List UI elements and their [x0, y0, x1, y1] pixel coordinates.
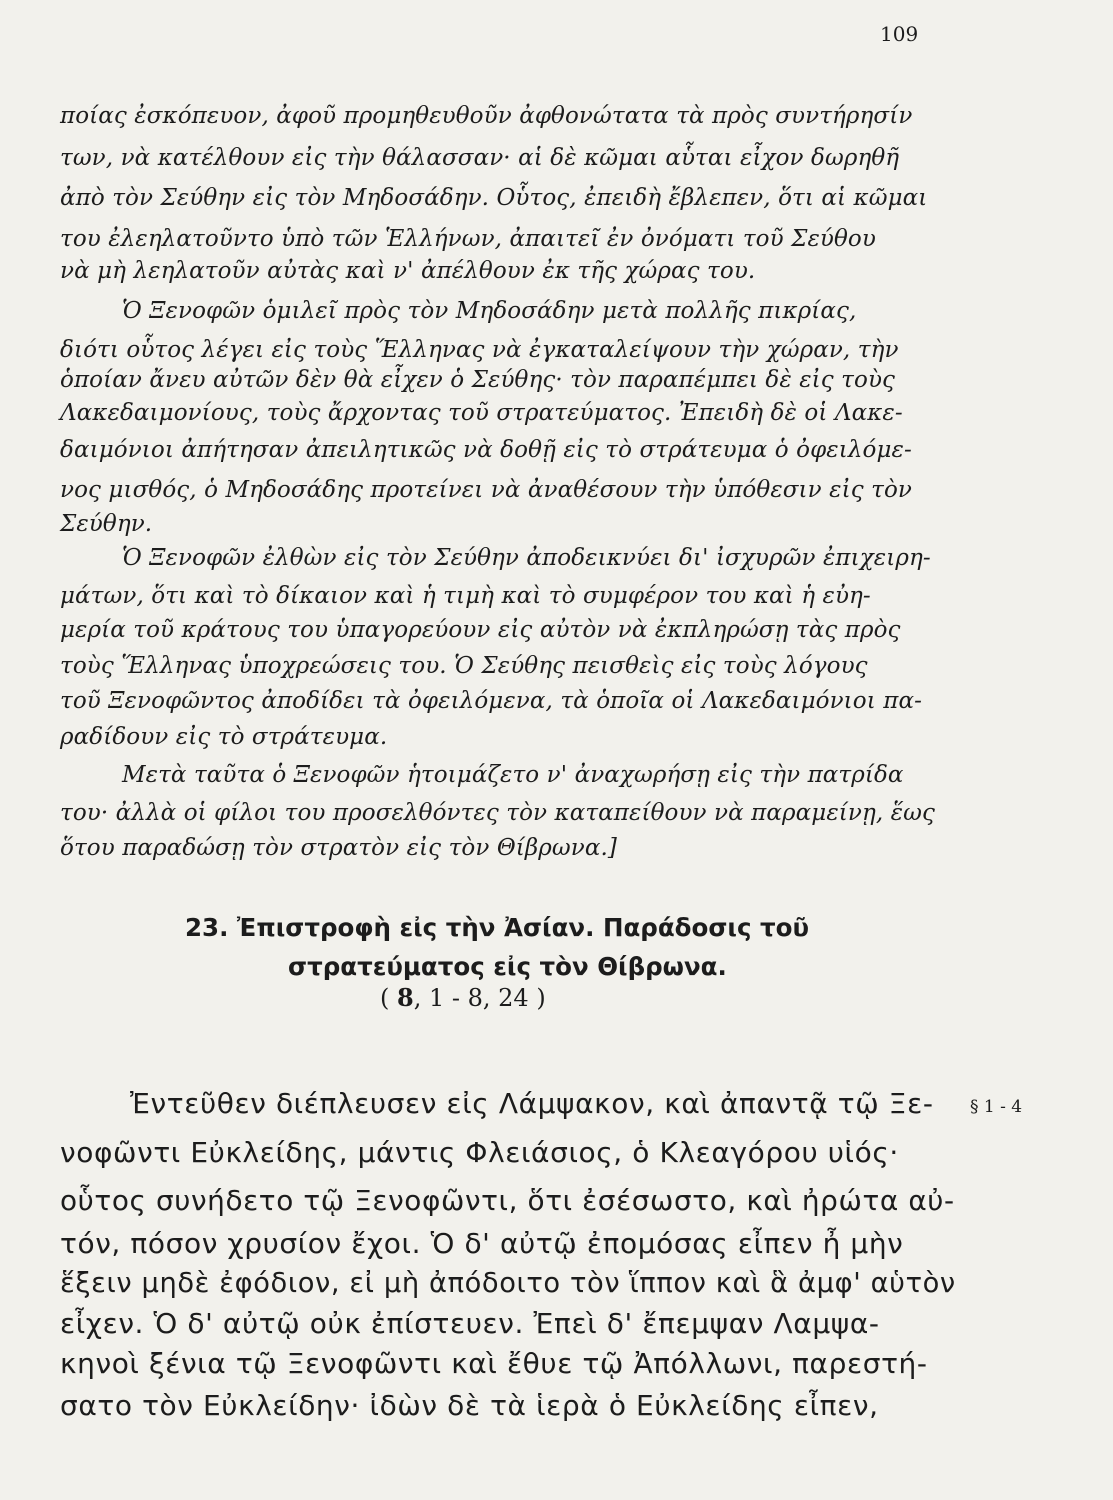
text-line: τόν, πόσον χρυσίον ἔχοι. Ὁ δ' αὐτῷ ἐπομόσας εἶπεν ἦ μὴν: [60, 1227, 904, 1260]
summary-line: μάτων, ὅτι καὶ τὸ δίκαιον καὶ ἡ τιμὴ καὶ τὸ συμφέρον του καὶ ἡ εὐη-: [60, 583, 871, 609]
text-line: νοφῶντι Εὐκλείδης, μάντις Φλειάσιος, ὁ Κλεαγόρου υἱός·: [60, 1136, 899, 1169]
summary-line: νὰ μὴ λεηλατοῦν αὐτὰς καὶ ν' ἀπέλθουν ἐκ τῆς χώρας του.: [60, 258, 756, 284]
summary-line: ὁποίαν ἄνευ αὐτῶν δὲν θὰ εἶχεν ὁ Σεύθης· τὸν παραπέμπει δὲ εἰς τοὺς: [60, 367, 896, 393]
summary-line: ἀπὸ τὸν Σεύθην εἰς τὸν Μηδοσάδην. Οὗτος, ἐπειδὴ ἔβλεπεν, ὅτι αἱ κῶμαι: [60, 185, 928, 211]
summary-line: δαιμόνιοι ἀπήτησαν ἀπειλητικῶς νὰ δοθῇ εἰς τὸ στράτευμα ὁ ὀφειλόμε-: [60, 437, 912, 463]
summary-line: ὅτου παραδώσῃ τὸν στρατὸν εἰς τὸν Θίβρωνα.]: [60, 835, 617, 861]
summary-line: τοῦ Ξενοφῶντος ἀποδίδει τὰ ὀφειλόμενα, τὰ ὁποῖα οἱ Λακεδαιμόνιοι πα-: [60, 688, 922, 714]
citation-book: 8: [397, 983, 414, 1012]
text-line: ἕξειν μηδὲ ἐφόδιον, εἰ μὴ ἀπόδοιτο τὸν ἵππον καὶ ἃ ἀμφ' αὑτὸν: [60, 1268, 956, 1299]
text-line: σατο τὸν Εὐκλείδην· ἰδὼν δὲ τὰ ἱερὰ ὁ Εὐκλείδης εἶπεν,: [60, 1389, 879, 1422]
summary-line: Λακεδαιμονίους, τοὺς ἄρχοντας τοῦ στρατεύματος. Ἐπειδὴ δὲ οἱ Λακε-: [60, 400, 903, 426]
text-line: εἶχεν. Ὁ δ' αὐτῷ οὐκ ἐπίστευεν. Ἐπεὶ δ' ἔπεμψαν Λαμψα-: [60, 1307, 880, 1340]
text-line: Ἐντεῦθεν διέπλευσεν εἰς Λάμψακον, καὶ ἀπαντᾷ τῷ Ξε-: [130, 1087, 934, 1120]
summary-line: τοὺς Ἕλληνας ὑποχρεώσεις του. Ὁ Σεύθης πεισθεὶς εἰς τοὺς λόγους: [60, 653, 868, 679]
heading-line: 23. Ἐπιστροφὴ εἰς τὴν Ἀσίαν. Παράδοσις τοῦ: [185, 913, 810, 942]
text-line: κηνοὶ ξένια τῷ Ξενοφῶντι καὶ ἔθυε τῷ Ἀπόλλωνι, παρεστή-: [60, 1347, 928, 1380]
text-line: οὗτος συνήδετο τῷ Ξενοφῶντι, ὅτι ἐσέσωστο, καὶ ἠρώτα αὐ-: [60, 1184, 955, 1217]
summary-line: νος μισθός, ὁ Μηδοσάδης προτείνει νὰ ἀναθέσουν τὴν ὑπόθεσιν εἰς τὸν: [60, 477, 912, 503]
citation-close: ): [536, 984, 546, 1012]
summary-line: ραδίδουν εἰς τὸ στράτευμα.: [60, 724, 388, 750]
summary-line: Μετὰ ταῦτα ὁ Ξενοφῶν ἡτοιμάζετο ν' ἀναχωρήσῃ εἰς τὴν πατρίδα: [122, 762, 904, 788]
margin-note: § 1 - 4: [970, 1097, 1023, 1117]
summary-line: διότι οὗτος λέγει εἰς τοὺς Ἕλληνας νὰ ἐγκαταλείψουν τὴν χώραν, τὴν: [60, 337, 899, 363]
summary-line: ποίας ἐσκόπευον, ἀφοῦ προμηθευθοῦν ἀφθονώτατα τὰ πρὸς συντήρησίν: [60, 103, 913, 129]
passage-citation: [380, 983, 546, 1012]
summary-line: του· ἀλλὰ οἱ φίλοι του προσελθόντες τὸν καταπείθουν νὰ παραμείνῃ, ἕως: [60, 800, 935, 826]
heading-line: στρατεύματος εἰς τὸν Θίβρωνα.: [288, 952, 727, 981]
summary-line: Ὁ Ξενοφῶν ἐλθὼν εἰς τὸν Σεύθην ἀποδεικνύει δι' ἰσχυρῶν ἐπιχειρη-: [122, 545, 931, 571]
citation-open: (: [380, 984, 390, 1012]
summary-line: μερία τοῦ κράτους του ὑπαγορεύουν εἰς αὐτὸν νὰ ἐκπληρώσῃ τὰς πρὸς: [60, 617, 901, 643]
summary-line: Ὁ Ξενοφῶν ὁμιλεῖ πρὸς τὸν Μηδοσάδην μετὰ πολλῆς πικρίας,: [122, 298, 857, 324]
summary-line: των, νὰ κατέλθουν εἰς τὴν θάλασσαν· αἱ δὲ κῶμαι αὗται εἶχον δωρηθῆ: [60, 145, 900, 171]
citation-range: , 1 - 8, 24: [413, 984, 529, 1012]
summary-line: Σεύθην.: [60, 511, 153, 537]
summary-line: του ἐλεηλατοῦντο ὑπὸ τῶν Ἑλλήνων, ἀπαιτεῖ ἐν ὀνόματι τοῦ Σεύθου: [60, 226, 876, 252]
page-number: 109: [880, 22, 919, 46]
